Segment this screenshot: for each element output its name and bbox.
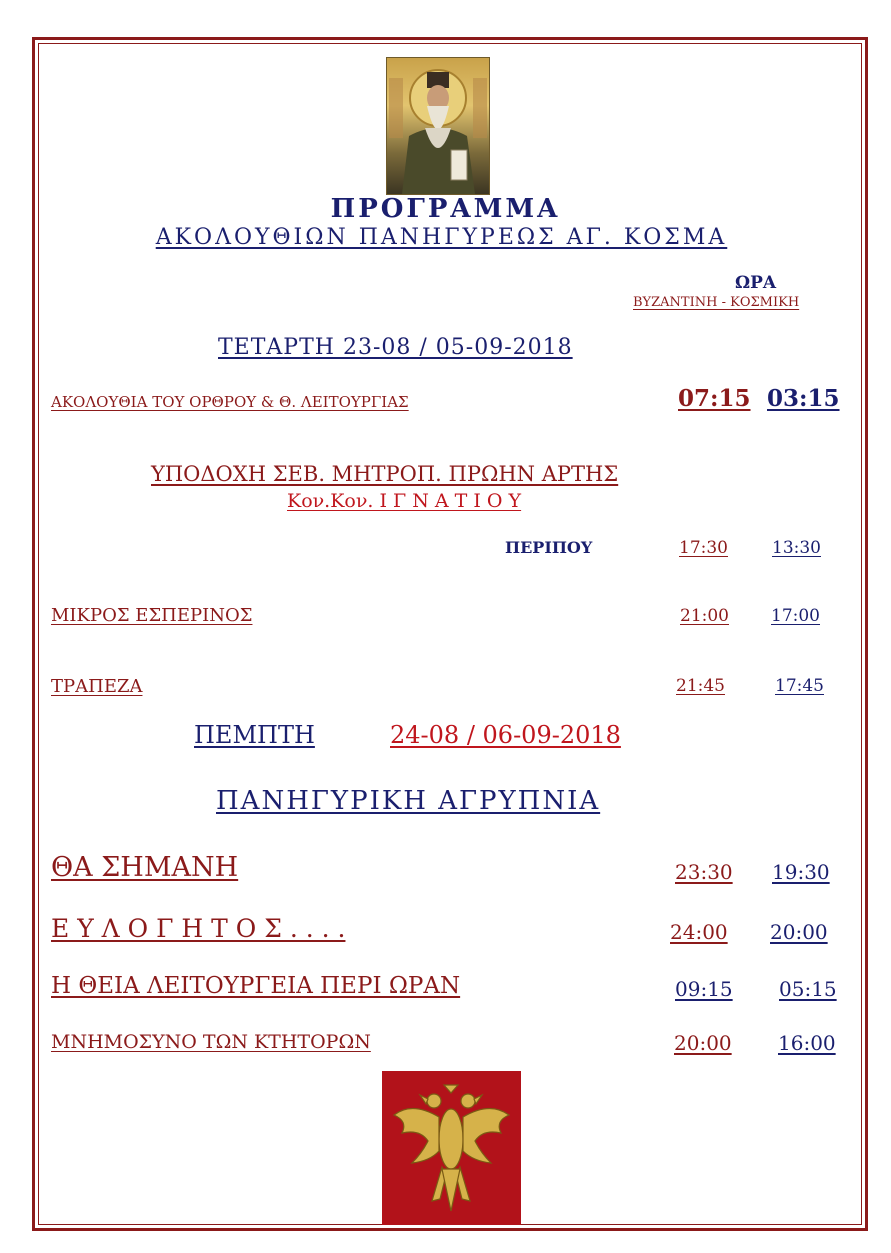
program-subtitle: ΑΚΟΛΟΥΘΙΩΝ ΠΑΝΗΓΥΡΕΩΣ ΑΓ. ΚΟΣΜΑ: [155, 225, 728, 250]
bell-cosmic-time: 19:30: [772, 860, 830, 884]
vespers-label: ΜΙΚΡΟΣ ΕΣΠΕΡΙΝΟΣ: [51, 605, 253, 626]
orthros-byzantine-time: 07:15: [678, 385, 751, 412]
evlogitos-byzantine-time: 24:00: [670, 920, 728, 944]
liturgy-byzantine-time: 09:15: [675, 977, 733, 1001]
program-title: ΠΡΟΓΡΑΜΜΑ: [330, 194, 561, 224]
table-label: ΤΡΑΠΕΖΑ: [51, 676, 143, 697]
approx-label: ΠΕΡΙΠΟΥ: [505, 538, 593, 557]
vigil-title: ΠΑΝΗΓΥΡΙΚΗ ΑΓΡΥΠΝΙΑ: [216, 786, 601, 816]
orthros-cosmic-time: 03:15: [767, 385, 840, 412]
bell-byzantine-time: 23:30: [675, 860, 733, 884]
evlogitos-cosmic-time: 20:00: [770, 920, 828, 944]
reception-name: Κον.Κον. Ι Γ Ν Α Τ Ι Ο Υ: [287, 490, 522, 512]
wednesday-date-heading: ΤΕΤΑΡΤΗ 23-08 / 05-09-2018: [218, 335, 573, 360]
hour-label: ΩΡΑ: [735, 273, 777, 293]
saint-icon: [386, 57, 490, 195]
hour-types-label: ΒΥΖΑΝΤΙΝΗ - ΚΟΣΜΙΚΗ: [633, 295, 800, 310]
table-cosmic-time: 17:45: [775, 676, 824, 696]
memorial-byzantine-time: 20:00: [674, 1031, 732, 1055]
liturgy-label: Η ΘΕΙΑ ΛΕΙΤΟΥΡΓΕΙΑ ΠΕΡΙ ΩΡΑΝ: [51, 973, 461, 999]
bell-label: ΘΑ ΣΗΜΑΝΗ: [51, 852, 239, 883]
thursday-date-heading: 24-08 / 06-09-2018: [390, 721, 621, 749]
reception-title: ΥΠΟΔΟΧΗ ΣΕΒ. ΜΗΤΡΟΠ. ΠΡΩΗΝ ΑΡΤΗΣ: [151, 462, 619, 486]
reception-byzantine-time: 17:30: [679, 538, 728, 558]
evlogitos-label: Ε Υ Λ Ο Γ Η Τ Ο Σ . . . .: [51, 914, 346, 943]
thursday-day-heading: ΠΕΜΠΤΗ: [194, 721, 315, 749]
orthros-label: ΑΚΟΛΟΥΘΙΑ ΤΟΥ ΟΡΘΡΟΥ & Θ. ΛΕΙΤΟΥΡΓΙΑΣ: [51, 393, 409, 411]
vespers-byzantine-time: 21:00: [680, 606, 729, 626]
memorial-cosmic-time: 16:00: [778, 1031, 836, 1055]
liturgy-cosmic-time: 05:15: [779, 977, 837, 1001]
reception-cosmic-time: 13:30: [772, 538, 821, 558]
memorial-label: ΜΝΗΜΟΣΥΝΟ ΤΩΝ ΚΤΗΤΟΡΩΝ: [51, 1031, 371, 1053]
table-byzantine-time: 21:45: [676, 676, 725, 696]
double-headed-eagle-icon: [382, 1071, 521, 1225]
vespers-cosmic-time: 17:00: [771, 606, 820, 626]
